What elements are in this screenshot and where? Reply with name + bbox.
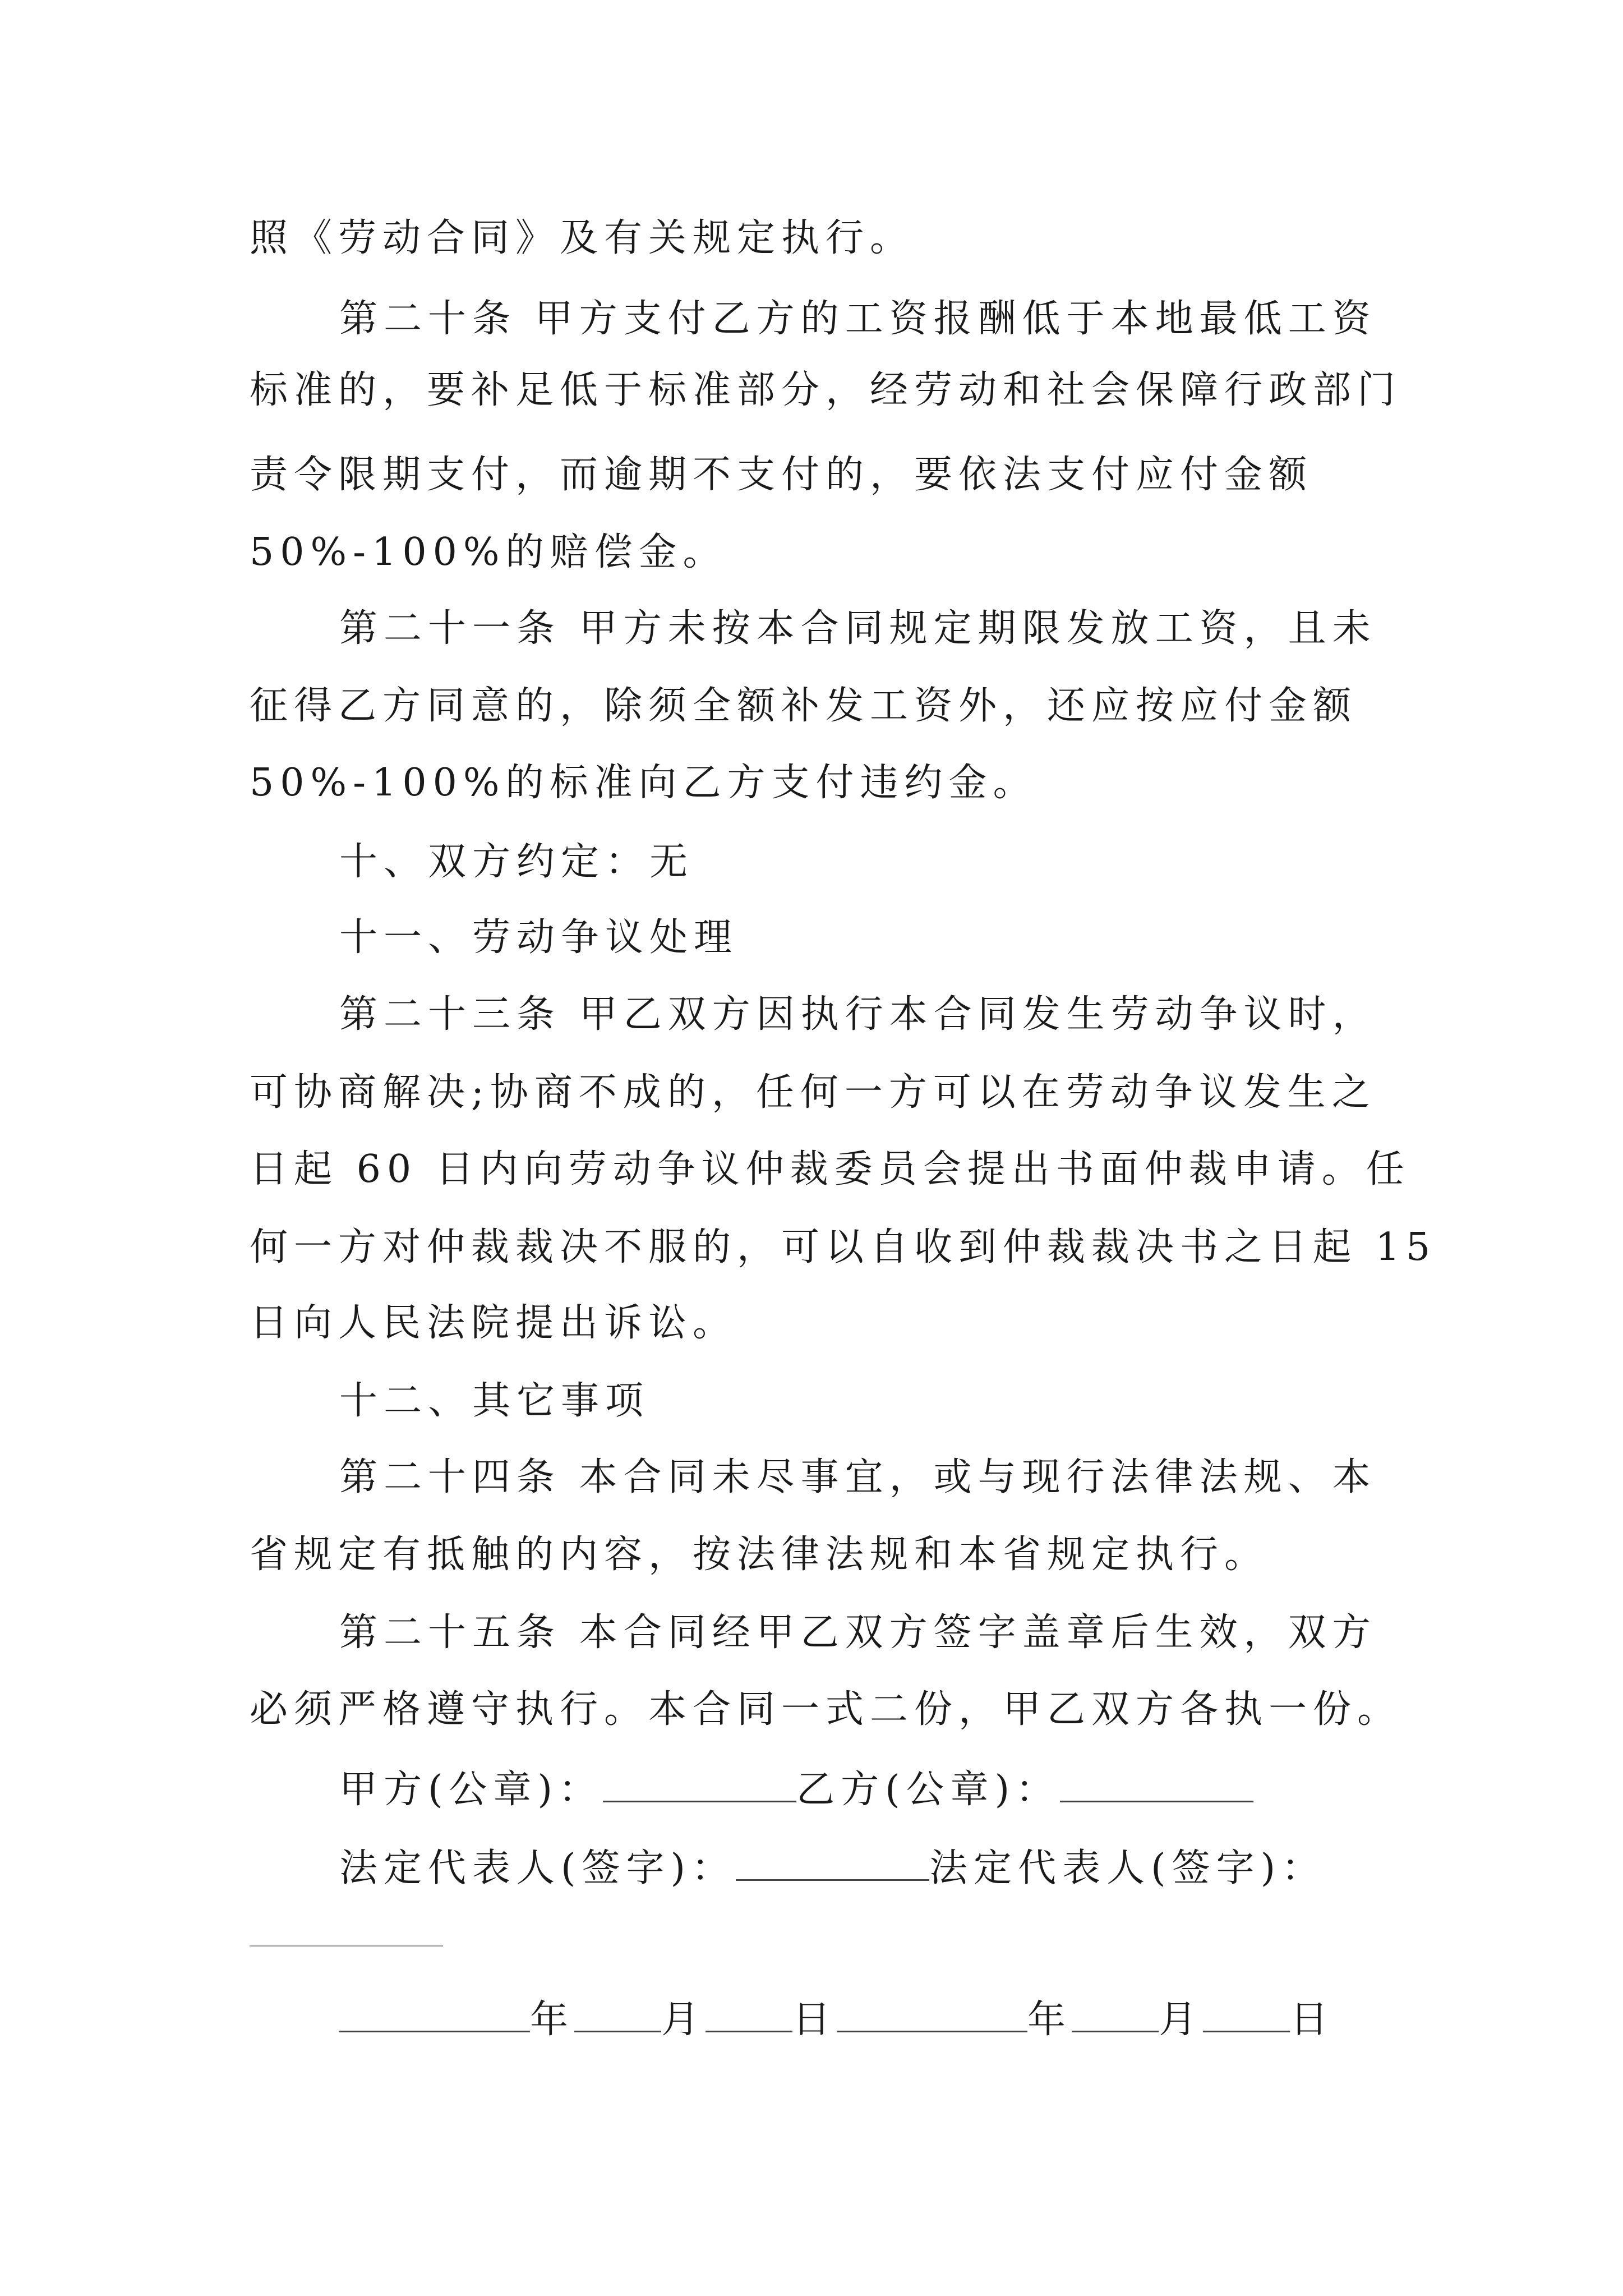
party-b-rep-blank[interactable] — [250, 1945, 443, 1947]
article-24-line: 第二十四条 本合同未尽事宜，或与现行法律法规、本 — [339, 1455, 1377, 1499]
party-a-year-blank[interactable] — [339, 1997, 530, 2032]
text-line: 50%-100%的标准向乙方支付违约金。 — [250, 761, 1038, 805]
article-21-line: 第二十一条 甲方未按本合同规定期限发放工资，且未 — [339, 606, 1377, 651]
text-line: 可协商解决;协商不成的，任何一方可以在劳动争议发生之 — [250, 1070, 1376, 1115]
text-line: 责令限期支付，而逾期不支付的，要依法支付应付金额 — [250, 453, 1313, 497]
section-12-heading: 十二、其它事项 — [339, 1379, 650, 1423]
party-a-month-blank[interactable] — [574, 1997, 661, 2032]
party-b-seal-blank[interactable] — [1060, 1767, 1253, 1802]
text-line: 日起 60 日内向劳动争议仲裁委员会提出书面仲裁申请。任 — [250, 1147, 1410, 1191]
text-line: 50%-100%的赔偿金。 — [250, 530, 727, 574]
text-line: 何一方对仲裁裁决不服的，可以自收到仲裁裁决书之日起 15 — [250, 1225, 1437, 1269]
date-line — [339, 1997, 1335, 2042]
section-11-heading: 十一、劳动争议处理 — [339, 915, 739, 960]
party-b-year-blank[interactable] — [837, 1997, 1027, 2032]
representative-line — [339, 1846, 1326, 1888]
party-a-day-blank[interactable] — [706, 1997, 792, 2032]
party-b-day-blank[interactable] — [1203, 1997, 1290, 2032]
article-25-line: 第二十五条 本合同经甲乙双方签字盖章后生效，双方 — [339, 1611, 1377, 1655]
text-line: 标准的，要补足低于标准部分，经劳动和社会保障行政部门 — [250, 368, 1402, 412]
party-b-rep-label: 法定代表人(签字)： — [929, 1846, 1326, 1890]
month-label: 月 — [1159, 1998, 1204, 2042]
party-b-seal-label: 乙方(公章)： — [796, 1768, 1061, 1812]
day-label: 日 — [792, 1998, 837, 2042]
day-label: 日 — [1290, 1998, 1335, 2042]
party-b-month-blank[interactable] — [1072, 1997, 1159, 2032]
month-label: 月 — [661, 1998, 706, 2042]
section-10-heading: 十、双方约定：无 — [339, 840, 694, 884]
party-a-seal-label: 甲方(公章)： — [339, 1768, 603, 1812]
article-23-line: 第二十三条 甲乙双方因执行本合同发生劳动争议时， — [339, 992, 1377, 1037]
year-label: 年 — [530, 1998, 575, 2042]
text-line: 征得乙方同意的，除须全额补发工资外，还应按应付金额 — [250, 684, 1358, 728]
article-20-line: 第二十条 甲方支付乙方的工资报酬低于本地最低工资 — [339, 297, 1377, 341]
text-line: 照《劳动合同》及有关规定执行。 — [250, 216, 915, 260]
seal-line — [339, 1767, 1253, 1812]
year-label: 年 — [1027, 1998, 1072, 2042]
text-line: 必须严格遵守执行。本合同一式二份，甲乙双方各执一份。 — [250, 1687, 1402, 1732]
party-a-rep-blank[interactable] — [736, 1846, 929, 1881]
text-line: 日向人民法院提出诉讼。 — [250, 1301, 737, 1345]
party-a-rep-label: 法定代表人(签字)： — [339, 1846, 736, 1890]
text-line: 省规定有抵触的内容，按法律法规和本省规定执行。 — [250, 1533, 1269, 1577]
party-a-seal-blank[interactable] — [603, 1767, 796, 1802]
